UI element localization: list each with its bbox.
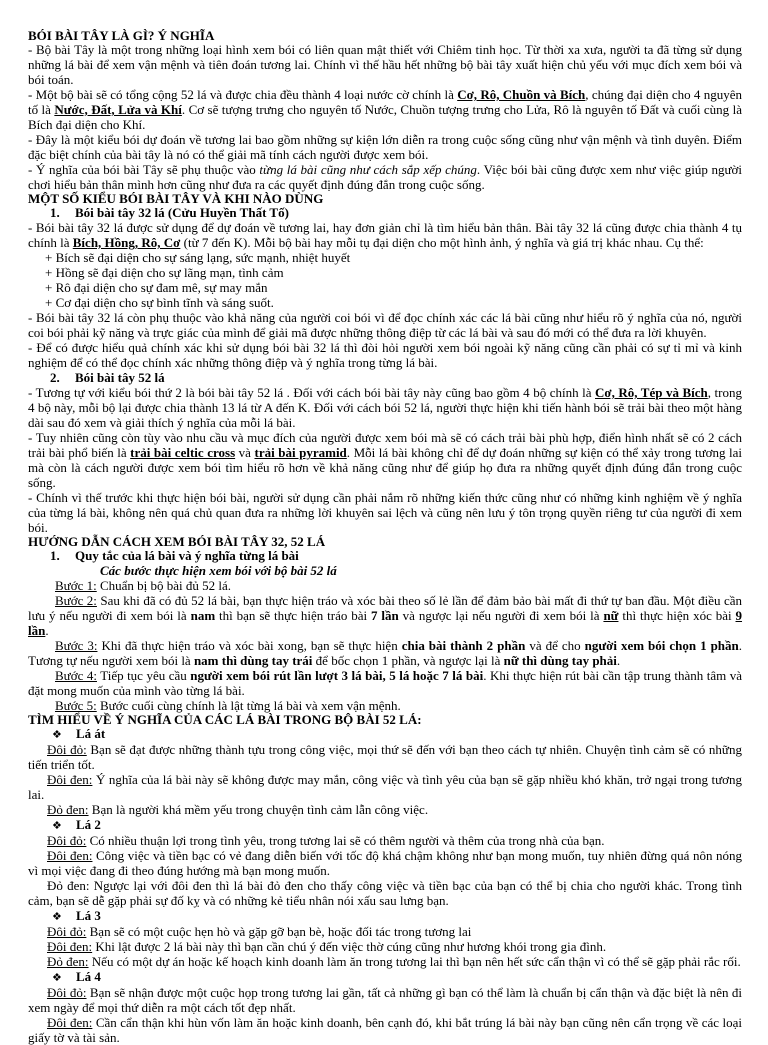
bold-underlined-text: Bích, Hồng, Rô, Cơ bbox=[72, 235, 181, 250]
card-name: Lá 3 bbox=[76, 908, 101, 923]
card-name: Lá 4 bbox=[76, 969, 101, 984]
text-run: , chúng đại diện cho 4 nguyên tố là bbox=[28, 87, 742, 117]
text-run: và bbox=[235, 445, 255, 460]
section-heading: HƯỚNG DẪN CÁCH XEM BÓI BÀI TÂY 32, 52 LÁ bbox=[28, 534, 326, 549]
step-paragraph bbox=[28, 668, 742, 698]
diamond-bullet-icon bbox=[52, 818, 76, 833]
paragraph bbox=[28, 385, 742, 430]
text-run: - Tuy nhiên cũng còn tùy vào nhu cầu và mục đích của người được xem bói mà sẽ có cách trải bài phù hợp, điển hình nhất sẽ có 2 cách trải bài phổ biến là bbox=[28, 430, 742, 460]
card-meaning-entry bbox=[28, 924, 742, 939]
suit-list-item: + Hồng sẽ đại diện cho sự lãng mạn, tình cảm bbox=[45, 265, 284, 280]
text-run: . Mỗi lá bài không chỉ để dự đoán những sự kiện có thể xảy trong tương lai mà còn là cách người được xem bói tìm hiểu rõ hơn về khả năng cũng như để giúp họ đưa ra những quyết định đúng đắn trong cuộc sống. bbox=[28, 445, 743, 490]
bold-underlined-text: nữ bbox=[603, 608, 619, 623]
card-meaning-entry bbox=[28, 1015, 742, 1045]
diamond-bullet-icon bbox=[52, 970, 76, 985]
italic-text: từng lá bài cũng như cách sắp xếp chúng bbox=[259, 162, 477, 177]
bold-underlined-text: Cơ, Rô, Chuồn và Bích bbox=[457, 87, 586, 102]
suit-list-item: + Cơ đại diện cho sự bình tĩnh và sáng suốt. bbox=[45, 295, 274, 310]
entry-text: Khi lật được 2 lá bài này thì bạn cần chú ý đến việc thờ cúng cũng như hương khói trong gia đình. bbox=[95, 939, 607, 954]
card-heading bbox=[28, 817, 742, 833]
entry-label: Đôi đen: bbox=[47, 772, 93, 787]
text-run: thì thực hiện xóc bài bbox=[618, 608, 736, 623]
numbered-subheading bbox=[28, 548, 742, 563]
entry-label: Đỏ đen: bbox=[47, 878, 90, 893]
text-run: thì bạn sẽ thực hiện tráo bài bbox=[215, 608, 372, 623]
text-run: . Cơ sẽ tượng trưng cho nguyên tố Nước, Chuồn tượng trưng cho Lửa, Rô là nguyên tố Đất và cuối cùng là Bích đại diện cho Khí. bbox=[28, 102, 742, 132]
bold-text: nữ thì dùng tay phải bbox=[503, 653, 617, 668]
entry-label: Đôi đỏ: bbox=[47, 833, 87, 848]
paragraph: - Bộ bài Tây là một trong những loại hình xem bói có liên quan mật thiết với Chiêm tinh học. Từ thời xa xưa, người ta đã từng sử dụng những lá bài để xem vận mệnh và tiên đoán tương lai. Chính vì thế hầu hết những bộ bài tây xuất hiện chủ yếu với mục đích xem bói và bói toán. bbox=[28, 42, 742, 87]
text-run: - Một bộ bài sẽ có tổng cộng 52 lá và được chia đều thành 4 loại nước cờ chính là bbox=[28, 87, 458, 102]
text-run: (từ 7 đến K). Mỗi bộ bài hay mỗi tụ đại diện cho một hình ảnh, ý nghĩa và giá trị khác nhau. Cụ thể: bbox=[180, 235, 704, 250]
paragraph bbox=[28, 220, 742, 250]
bold-underlined-text: trải bài pyramid bbox=[254, 445, 347, 460]
diamond-bullet-icon bbox=[52, 909, 76, 924]
card-meaning-entry bbox=[28, 772, 742, 802]
card-meaning-entry bbox=[28, 985, 742, 1015]
text-run: . Khi thực hiện rút bài cần tập trung thành tâm và đặt mong muốn của mình vào từng lá bài. bbox=[28, 668, 742, 698]
step-paragraph bbox=[28, 593, 742, 638]
card-name: Lá át bbox=[76, 726, 106, 741]
suit-list-item: + Bích sẽ đại diện cho sự sáng lạng, sức mạnh, nhiệt huyết bbox=[45, 250, 351, 265]
text-run: - Ý nghĩa của bói bài Tây sẽ phụ thuộc vào bbox=[28, 162, 260, 177]
entry-text: Nếu có một dự án hoặc kế hoạch kinh doanh làm ăn trong tương lai thì bạn nên hết sức cẩn thận vì có thể sẽ gặp phải rắc rối. bbox=[91, 954, 741, 969]
bold-text: nam thì dùng tay trái bbox=[193, 653, 313, 668]
bold-text: 7 lần bbox=[371, 608, 399, 623]
item-number: 1. bbox=[50, 548, 60, 563]
card-heading bbox=[28, 969, 742, 985]
text-run: Sau khi đã có đủ 52 lá bài, bạn thực hiện tráo và xóc bài theo số lẻ lần để đảm bảo bài mất đi thứ tự ban đầu. Một điều cần lưu ý nếu người đi xem bói là bbox=[28, 593, 742, 623]
card-meaning-entry bbox=[28, 833, 742, 848]
entry-label: Đôi đỏ: bbox=[47, 742, 87, 757]
paragraph: - Đây là một kiểu bói dự đoán về tương lai bao gồm những sự kiện lớn diễn ra trong cuộc sống cũng như vận mệnh và tình duyên. Điểm đặc biệt chính của bài tây là nó có thể giải mã tính cách người được xem bói. bbox=[28, 132, 742, 162]
bold-underlined-text: trải bài celtic cross bbox=[130, 445, 236, 460]
card-meaning-entry bbox=[28, 939, 742, 954]
entry-label: Đôi đỏ: bbox=[47, 985, 87, 1000]
entry-text: Bạn sẽ nhận được một cuộc họp trong tương lai gần, tất cả những gì bạn có thể làm là chuẩn bị cẩn thận và đặc biệt là nên đi xem ngày để mọi thứ diễn ra một cách tốt đẹp nhất. bbox=[28, 985, 742, 1015]
paragraph: - Để có được hiểu quả chính xác khi sử dụng bói bài 32 lá thì đòi hỏi người xem bói ngoài kỹ năng cũng cần phải có sự tỉ mỉ và kinh nghiệm để có thể đọc chính xác những thông điệp và ý nghĩa trong từng lá bài. bbox=[28, 340, 742, 370]
bold-text: người xem bói rút lần lượt 3 lá bài, 5 lá hoặc 7 lá bài bbox=[190, 668, 484, 683]
card-name: Lá 2 bbox=[76, 817, 101, 832]
text-run: - Tương tự với kiểu bói thứ 2 là bói bài tây 52 lá . Đối với cách bói bài tây này cũng bao gồm 4 bộ chính là bbox=[28, 385, 596, 400]
entry-text: Bạn là người khá mềm yếu trong chuyện tình cảm lẫn công việc. bbox=[91, 802, 429, 817]
paragraph bbox=[28, 87, 742, 132]
section-heading: TÌM HIỂU VỀ Ý NGHĨA CỦA CÁC LÁ BÀI TRONG BỘ BÀI 52 LÁ: bbox=[28, 712, 422, 727]
entry-label: Đôi đen: bbox=[47, 848, 93, 863]
entry-text: Ngược lại với đôi đen thì lá bài đỏ đen cho thấy công việc và tiền bạc của bạn có thể bị chia cho người khác. Trong tình cảm, bạn sẽ dễ gặp phải sự đố kỵ và có những kẻ tiểu nhân nói xấu sau lưng bạn. bbox=[28, 878, 742, 908]
card-meaning-entry bbox=[28, 802, 742, 817]
section-heading: BÓI BÀI TÂY LÀ GÌ? Ý NGHĨA bbox=[28, 28, 215, 43]
entry-text: Công việc và tiền bạc có vẻ đang diễn biến với tốc độ khá chậm không như bạn mong muốn, tuy nhiên đừng quá nôn nóng vì mọi việc đang đi theo đúng hướng mà bạn mong muốn. bbox=[28, 848, 743, 878]
suit-list-item: + Rô đại diện cho sự đam mê, sự may mắn bbox=[45, 280, 268, 295]
step-paragraph bbox=[28, 638, 742, 668]
text-run: và để cho bbox=[525, 638, 585, 653]
card-heading bbox=[28, 908, 742, 924]
text-run: và ngược lại nếu người đi xem bói là bbox=[398, 608, 604, 623]
text-run: . Việc bói bài cũng được xem như việc giúp người chơi hiểu bản thân mình hơn cũng như đưa ra các quyết định đúng đắn trong cuộc sống. bbox=[28, 162, 743, 192]
step-label: Bước 3: bbox=[55, 638, 98, 653]
paragraph bbox=[28, 162, 742, 192]
text-run: để bốc chọn 1 phần, và ngược lại là bbox=[312, 653, 504, 668]
bold-underlined-text: Cơ, Rô, Tép và Bích bbox=[595, 385, 708, 400]
text-run: Tiếp tục yêu cầu bbox=[96, 668, 191, 683]
bold-text: chia bài thành 2 phần bbox=[401, 638, 526, 653]
entry-label: Đôi đen: bbox=[47, 939, 93, 954]
entry-label: Đỏ đen: bbox=[47, 954, 89, 969]
text-run: - Bói bài tây 32 lá được sử dụng để dự đoán về tương lai, hay đơn giản chỉ là tìm hiểu bản thân. Bài tây 32 lá cũng được chia thành 4 tụ chính là bbox=[28, 220, 742, 250]
step-label: Bước 1: bbox=[55, 578, 97, 593]
step-label: Bước 2: bbox=[55, 593, 97, 608]
entry-text: Bạn sẽ có một cuộc hẹn hò và gặp gỡ bạn bè, hoặc đối tác trong tương lai bbox=[89, 924, 472, 939]
step-label: Bước 4: bbox=[55, 668, 97, 683]
text-run: . Tương tự nếu người xem bói là bbox=[28, 638, 743, 668]
entry-text: Cần cẩn thận khi hùn vốn làm ăn hoặc kinh doanh, bên cạnh đó, khi bắt trúng lá bài này bạn cũng nên cẩn trọng về các loại giấy tờ và tài sản. bbox=[28, 1015, 742, 1045]
card-meaning-entry bbox=[28, 848, 742, 878]
entry-label: Đôi đen: bbox=[47, 1015, 93, 1030]
numbered-subheading bbox=[28, 370, 742, 385]
entry-text: Bạn sẽ đạt được những thành tựu trong công việc, mọi thứ sẽ đến với bạn theo cách tự nhiên. Chuyện tình cảm sẽ có những tiến triển tốt. bbox=[28, 742, 742, 772]
entry-text: Có nhiều thuận lợi trong tình yêu, trong tương lai sẽ có thêm người và thêm của trong nhà của bạn. bbox=[89, 833, 605, 848]
step-paragraph bbox=[28, 578, 742, 593]
bold-underlined-text: 9 lần bbox=[28, 608, 743, 638]
card-heading bbox=[28, 726, 742, 742]
entry-text: Ý nghĩa của lá bài này sẽ không được may mắn, công việc và tình yêu của bạn sẽ gặp nhiều khó khăn, trở ngại trong tương lai. bbox=[28, 772, 743, 802]
numbered-subheading bbox=[28, 205, 742, 220]
step-paragraph bbox=[28, 698, 742, 713]
section-heading: MỘT SỐ KIỂU BÓI BÀI TÂY VÀ KHI NÀO DÙNG bbox=[28, 191, 324, 206]
subheading-title: Bói bài tây 52 lá bbox=[75, 370, 165, 385]
entry-label: Đôi đỏ: bbox=[47, 924, 87, 939]
subheading-title: Bói bài tây 32 lá (Cửu Huyền Thất Tố) bbox=[75, 205, 289, 220]
step-label: Bước 5: bbox=[55, 698, 97, 713]
text-run: Chuẩn bị bộ bài đủ 52 lá. bbox=[96, 578, 232, 593]
card-meaning-entry bbox=[28, 954, 742, 969]
paragraph bbox=[28, 430, 742, 490]
card-meaning-entry bbox=[28, 742, 742, 772]
diamond-bullet-icon bbox=[52, 727, 76, 742]
text-run: Khi đã thực hiện tráo và xóc bài xong, bạn sẽ thực hiện bbox=[97, 638, 402, 653]
text-run: , trong 4 bộ này, mỗi bộ lại được chia thành 13 lá từ A đến K. Đối với cách bói 52 lá, người thực hiện khi tiến hành bói sẽ trải bài theo một hàng dài sau đó xem và giải thích ý nghĩa của mỗi lá bài. bbox=[28, 385, 742, 430]
paragraph: - Bói bài tây 32 lá còn phụ thuộc vào khả năng của người coi bói vì để đọc chính xác các lá bài cũng như hiểu rõ ý nghĩa của nó, người coi bói phải kỹ năng và trực giác của mình để giải mã được những thông điệp từ các lá bài và sau đó mới có thể đưa ra lời khuyên. bbox=[28, 310, 742, 340]
item-number: 1. bbox=[50, 205, 60, 220]
paragraph: - Chính vì thế trước khi thực hiện bói bài, người sử dụng cần phải nắm rõ những kiến thức cũng như có những kinh nghiệm về ý nghĩa của từng lá bài, không nên quá chủ quan đưa ra những lời khuyên sai lệch và cũng nên lưu ý tôn trọng quyền riêng tư của người đi xem bói. bbox=[28, 490, 742, 535]
entry-label: Đỏ đen: bbox=[47, 802, 89, 817]
text-run: Bước cuối cùng chính là lật từng lá bài và xem vận mệnh. bbox=[96, 698, 401, 713]
card-meaning-entry bbox=[28, 878, 742, 908]
subheading-title: Quy tắc của lá bài và ý nghĩa từng lá bài bbox=[75, 548, 299, 563]
text-run: . bbox=[45, 623, 49, 638]
item-number: 2. bbox=[50, 370, 60, 385]
steps-subtitle: Các bước thực hiện xem bói với bộ bài 52 lá bbox=[100, 563, 337, 578]
text-run: . bbox=[616, 653, 621, 668]
bold-text: nam bbox=[190, 608, 216, 623]
bold-text: người xem bói chọn 1 phần bbox=[584, 638, 739, 653]
bold-underlined-text: Nước, Đất, Lửa và Khí bbox=[54, 102, 182, 117]
